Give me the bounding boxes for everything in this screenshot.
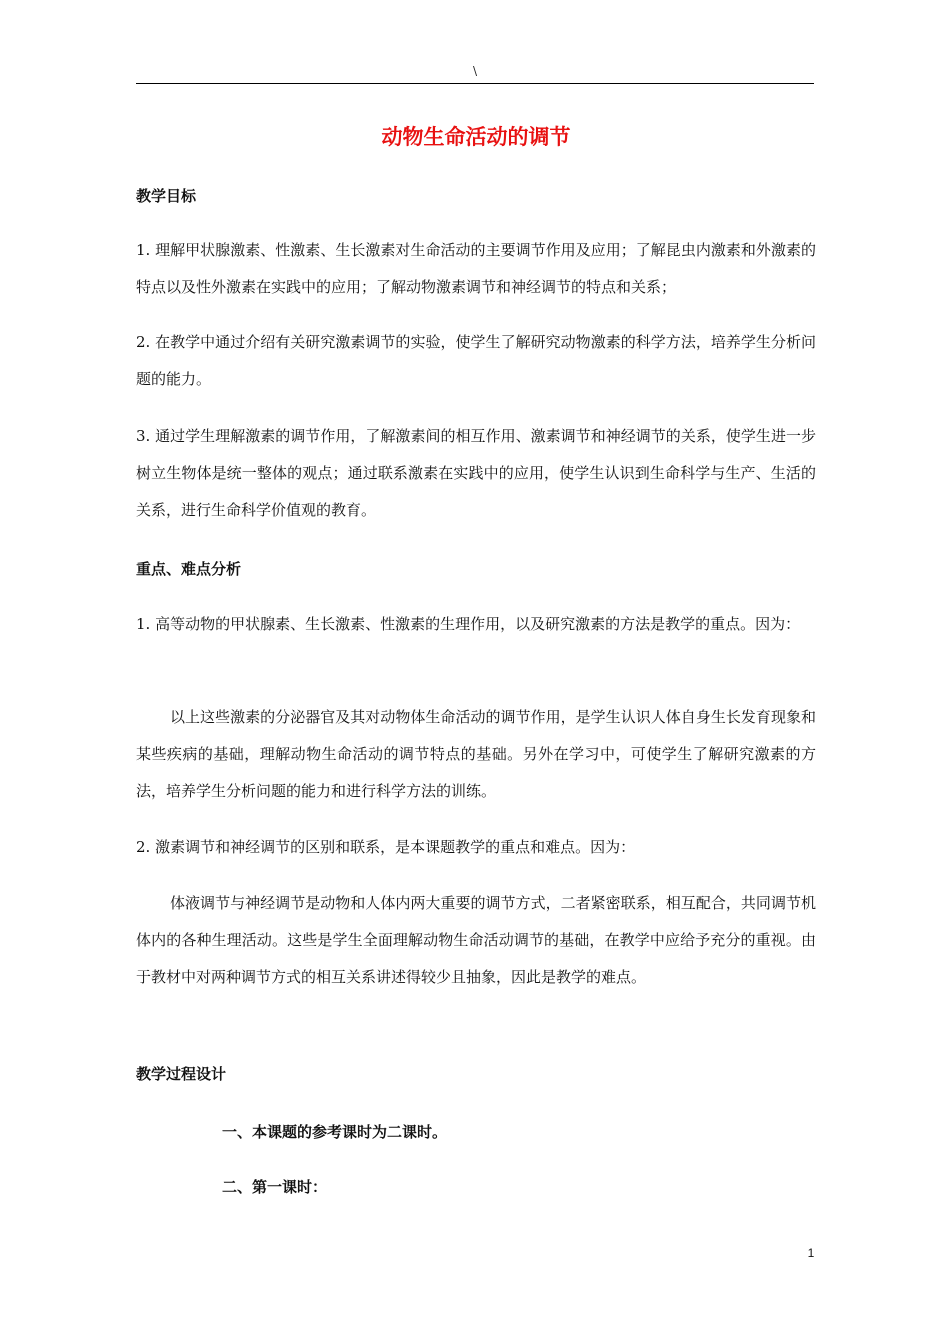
analysis-point-1: 1. 高等动物的甲状腺素、生长激素、性激素的生理作用，以及研究激素的方法是教学的重点。因为： (136, 615, 801, 633)
process-item-2: 二、第一课时： (222, 1178, 328, 1196)
analysis-point-2: 2. 激素调节和神经调节的区别和联系，是本课题教学的重点和难点。因为： (136, 838, 636, 856)
analysis-point-1-detail: 以上这些激素的分泌器官及其对动物体生命活动的调节作用，是学生认识人体自身生长发育现象和某些疾病的基础，理解动物生命活动的调节特点的基础。另外在学习中，可使学生了解研究激素的方法，培养学生分析问题的能力和进行科学方法的训练。 (136, 708, 816, 800)
process-item-1: 一、本课题的参考课时为二课时。 (222, 1123, 448, 1141)
objective-item-3: 3. 通过学生理解激素的调节作用，了解激素间的相互作用、激素调节和神经调节的关系，使学生进一步树立生物体是统一整体的观点；通过联系激素在实践中的应用，使学生认识到生命科学与生产、生活的关系，进行生命科学价值观的教育。 (136, 427, 816, 519)
objectives-heading: 教学目标 (136, 187, 197, 205)
objective-item-2: 2. 在教学中通过介绍有关研究激素调节的实验，使学生了解研究动物激素的科学方法，培养学生分析问题的能力。 (136, 333, 816, 388)
process-heading: 教学过程设计 (136, 1065, 227, 1083)
header-mark: \ (472, 64, 478, 78)
objective-item-1: 1. 理解甲状腺激素、性激素、生长激素对生命活动的主要调节作用及应用；了解昆虫内激素和外激素的特点以及性外激素在实践中的应用；了解动物激素调节和神经调节的特点和关系； (136, 241, 816, 296)
header-rule (136, 83, 814, 84)
analysis-point-2-detail: 体液调节与神经调节是动物和人体内两大重要的调节方式，二者紧密联系，相互配合，共同调节机体内的各种生理活动。这些是学生全面理解动物生命活动调节的基础，在教学中应给予充分的重视。由于教材中对两种调节方式的相互关系讲述得较少且抽象，因此是教学的难点。 (136, 894, 816, 986)
page-number: 1 (807, 1246, 815, 1260)
analysis-heading: 重点、难点分析 (136, 560, 242, 578)
document-title: 动物生命活动的调节 (381, 125, 571, 149)
